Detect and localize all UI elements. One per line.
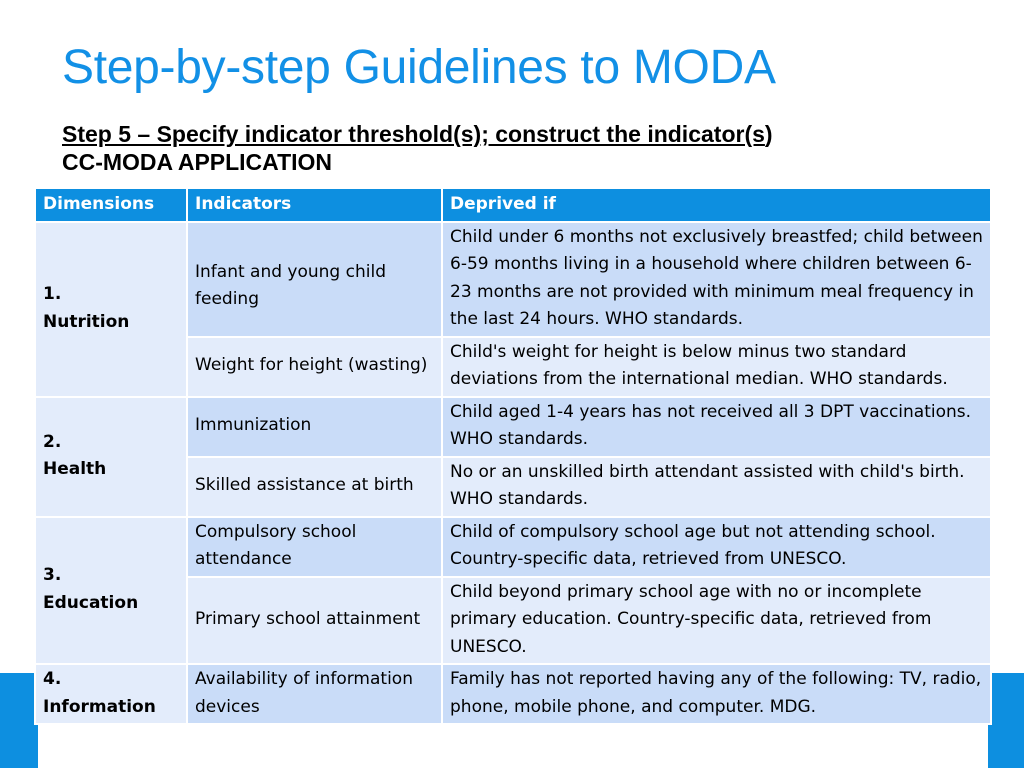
dimension-number: 2.	[43, 431, 62, 452]
indicator-cell: Compulsory school attendance	[187, 517, 442, 577]
slide-title: Step-by-step Guidelines to MODA	[62, 41, 776, 94]
table-row	[35, 222, 991, 337]
dimension-cell-information	[35, 664, 187, 724]
dimension-name: Education	[43, 592, 139, 613]
slide-subtitle	[62, 120, 773, 176]
indicator-cell: Primary school attainment	[187, 577, 442, 665]
indicator-cell: Infant and young child feeding	[187, 222, 442, 337]
indicator-cell: Skilled assistance at birth	[187, 457, 442, 517]
dimension-name: Health	[43, 459, 107, 479]
dimension-number: 4.	[43, 669, 62, 689]
subtitle-line-1	[62, 120, 773, 148]
moda-indicator-table	[34, 187, 992, 725]
subtitle-line-2: CC-MODA APPLICATION	[62, 149, 333, 175]
header-deprived-if: Deprived if	[442, 188, 991, 222]
deprived-if-cell: Child of compulsory school age but not attending school. Country-specific data, retrieved from UNESCO.	[442, 517, 991, 577]
deprived-if-cell: Child under 6 months not exclusively breastfed; child between 6-59 months living in a household where children between 6-23 months are not provided with minimum meal frequency in the last 24 hours. WHO standards.	[442, 222, 991, 337]
decorative-band-right	[988, 673, 1024, 768]
indicator-cell: Weight for height (wasting)	[187, 337, 442, 397]
subtitle-step-tail: )	[764, 121, 773, 147]
header-dimensions: Dimensions	[35, 188, 187, 222]
dimension-number: 3.	[43, 565, 62, 586]
table-row	[35, 397, 991, 457]
indicator-cell: Availability of information devices	[187, 664, 442, 724]
dimension-cell-health	[35, 397, 187, 517]
deprived-if-cell: Child beyond primary school age with no or incomplete primary education. Country-specific data, retrieved from UNESCO.	[442, 577, 991, 665]
subtitle-step-label: Step 5 – Specify indicator threshold(s); construct the indicator(s	[62, 121, 765, 147]
dimension-cell-nutrition	[35, 222, 187, 397]
dimension-cell-education	[35, 517, 187, 665]
deprived-if-cell: Family has not reported having any of the following: TV, radio, phone, mobile phone, and computer. MDG.	[442, 664, 991, 724]
deprived-if-cell: No or an unskilled birth attendant assisted with child's birth. WHO standards.	[442, 457, 991, 517]
indicator-cell: Immunization	[187, 397, 442, 457]
table-header-row	[35, 188, 991, 222]
dimension-name: Information	[43, 696, 156, 717]
dimension-number: 1.	[43, 284, 62, 304]
table-row	[35, 664, 991, 724]
deprived-if-cell: Child's weight for height is below minus two standard deviations from the international median. WHO standards.	[442, 337, 991, 397]
deprived-if-cell: Child aged 1-4 years has not received all 3 DPT vaccinations. WHO standards.	[442, 397, 991, 457]
decorative-band-left	[0, 673, 38, 768]
table-row	[35, 517, 991, 577]
header-indicators: Indicators	[187, 188, 442, 222]
dimension-name: Nutrition	[43, 311, 130, 332]
